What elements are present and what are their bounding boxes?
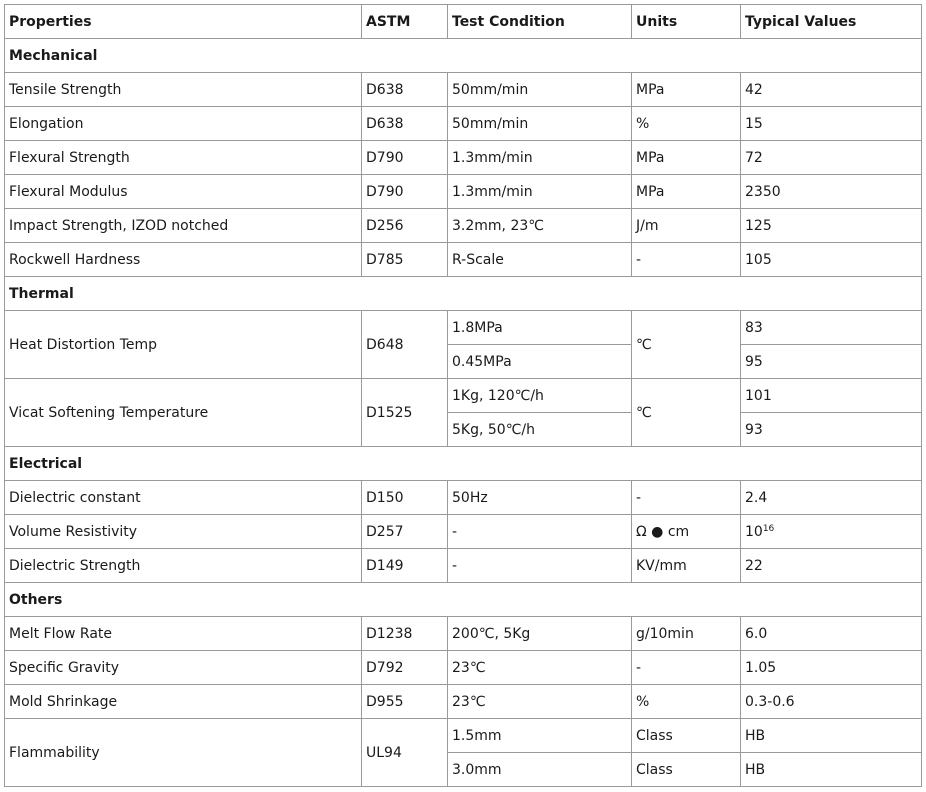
condition-cell: 0.45MPa: [448, 345, 632, 379]
header-test-condition: Test Condition: [448, 5, 632, 39]
units-cell: ℃: [632, 379, 741, 447]
property-cell: Volume Resistivity: [5, 515, 362, 549]
table-row: [5, 311, 922, 345]
astm-cell: D638: [362, 73, 448, 107]
astm-cell: D790: [362, 175, 448, 209]
value-cell: 22: [741, 549, 922, 583]
section-title: Others: [5, 583, 922, 617]
table-row: [5, 481, 922, 515]
value-cell: 15: [741, 107, 922, 141]
value-cell: HB: [741, 719, 922, 753]
table-row: [5, 243, 922, 277]
header-row: [5, 5, 922, 39]
astm-cell: D648: [362, 311, 448, 379]
condition-cell: 50mm/min: [448, 107, 632, 141]
units-cell: -: [632, 481, 741, 515]
condition-cell: R-Scale: [448, 243, 632, 277]
property-cell: Tensile Strength: [5, 73, 362, 107]
property-cell: Heat Distortion Temp: [5, 311, 362, 379]
section-row-thermal: [5, 277, 922, 311]
astm-cell: D1525: [362, 379, 448, 447]
property-cell: Melt Flow Rate: [5, 617, 362, 651]
units-cell: KV/mm: [632, 549, 741, 583]
condition-cell: 1.3mm/min: [448, 175, 632, 209]
value-base: 10: [745, 523, 763, 540]
astm-cell: UL94: [362, 719, 448, 787]
condition-cell: 5Kg, 50℃/h: [448, 413, 632, 447]
units-cell: -: [632, 651, 741, 685]
value-cell: HB: [741, 753, 922, 787]
units-cell: Ω ● cm: [632, 515, 741, 549]
condition-cell: 23℃: [448, 651, 632, 685]
table-row: [5, 175, 922, 209]
property-cell: Flexural Modulus: [5, 175, 362, 209]
condition-cell: -: [448, 549, 632, 583]
property-cell: Dielectric Strength: [5, 549, 362, 583]
units-cell: g/10min: [632, 617, 741, 651]
value-cell: 6.0: [741, 617, 922, 651]
condition-cell: 23℃: [448, 685, 632, 719]
section-title: Mechanical: [5, 39, 922, 73]
table-row: [5, 651, 922, 685]
section-title: Thermal: [5, 277, 922, 311]
property-cell: Flammability: [5, 719, 362, 787]
header-typical-values: Typical Values: [741, 5, 922, 39]
astm-cell: D149: [362, 549, 448, 583]
value-cell: 42: [741, 73, 922, 107]
value-cell: 83: [741, 311, 922, 345]
condition-cell: 50mm/min: [448, 73, 632, 107]
astm-cell: D790: [362, 141, 448, 175]
table-row: [5, 379, 922, 413]
section-row-others: [5, 583, 922, 617]
condition-cell: 50Hz: [448, 481, 632, 515]
value-cell: 93: [741, 413, 922, 447]
property-cell: Vicat Softening Temperature: [5, 379, 362, 447]
value-cell: 101: [741, 379, 922, 413]
astm-cell: D257: [362, 515, 448, 549]
condition-cell: 200℃, 5Kg: [448, 617, 632, 651]
astm-cell: D1238: [362, 617, 448, 651]
section-title: Electrical: [5, 447, 922, 481]
astm-cell: D955: [362, 685, 448, 719]
value-cell: 125: [741, 209, 922, 243]
condition-cell: -: [448, 515, 632, 549]
units-cell: MPa: [632, 175, 741, 209]
header-astm: ASTM: [362, 5, 448, 39]
property-cell: Elongation: [5, 107, 362, 141]
condition-cell: 1.5mm: [448, 719, 632, 753]
header-units: Units: [632, 5, 741, 39]
condition-cell: 1.3mm/min: [448, 141, 632, 175]
table-row: [5, 719, 922, 753]
units-cell: -: [632, 243, 741, 277]
value-cell: [741, 515, 922, 549]
value-cell: 2350: [741, 175, 922, 209]
property-cell: Rockwell Hardness: [5, 243, 362, 277]
condition-cell: 1Kg, 120℃/h: [448, 379, 632, 413]
property-cell: Dielectric constant: [5, 481, 362, 515]
units-cell: %: [632, 685, 741, 719]
units-cell: Class: [632, 719, 741, 753]
table-row: [5, 73, 922, 107]
astm-cell: D150: [362, 481, 448, 515]
section-row-mechanical: [5, 39, 922, 73]
astm-cell: D785: [362, 243, 448, 277]
condition-cell: 3.0mm: [448, 753, 632, 787]
units-cell: ℃: [632, 311, 741, 379]
table-row: [5, 685, 922, 719]
property-cell: Flexural Strength: [5, 141, 362, 175]
value-exponent: 16: [762, 523, 775, 534]
table-row: [5, 209, 922, 243]
units-cell: MPa: [632, 141, 741, 175]
value-cell: 95: [741, 345, 922, 379]
astm-cell: D256: [362, 209, 448, 243]
table-row: [5, 617, 922, 651]
table-row: [5, 549, 922, 583]
astm-cell: D638: [362, 107, 448, 141]
condition-cell: 1.8MPa: [448, 311, 632, 345]
value-cell: 0.3-0.6: [741, 685, 922, 719]
property-cell: Specific Gravity: [5, 651, 362, 685]
condition-cell: 3.2mm, 23℃: [448, 209, 632, 243]
value-cell: 105: [741, 243, 922, 277]
table-row: [5, 141, 922, 175]
units-cell: J/m: [632, 209, 741, 243]
properties-table: [4, 4, 922, 787]
value-cell: 2.4: [741, 481, 922, 515]
table-row: [5, 107, 922, 141]
property-cell: Mold Shrinkage: [5, 685, 362, 719]
units-cell: %: [632, 107, 741, 141]
property-cell: Impact Strength, IZOD notched: [5, 209, 362, 243]
astm-cell: D792: [362, 651, 448, 685]
units-cell: MPa: [632, 73, 741, 107]
units-cell: Class: [632, 753, 741, 787]
header-properties: Properties: [5, 5, 362, 39]
table-row: [5, 515, 922, 549]
value-cell: 1.05: [741, 651, 922, 685]
value-cell: 72: [741, 141, 922, 175]
section-row-electrical: [5, 447, 922, 481]
